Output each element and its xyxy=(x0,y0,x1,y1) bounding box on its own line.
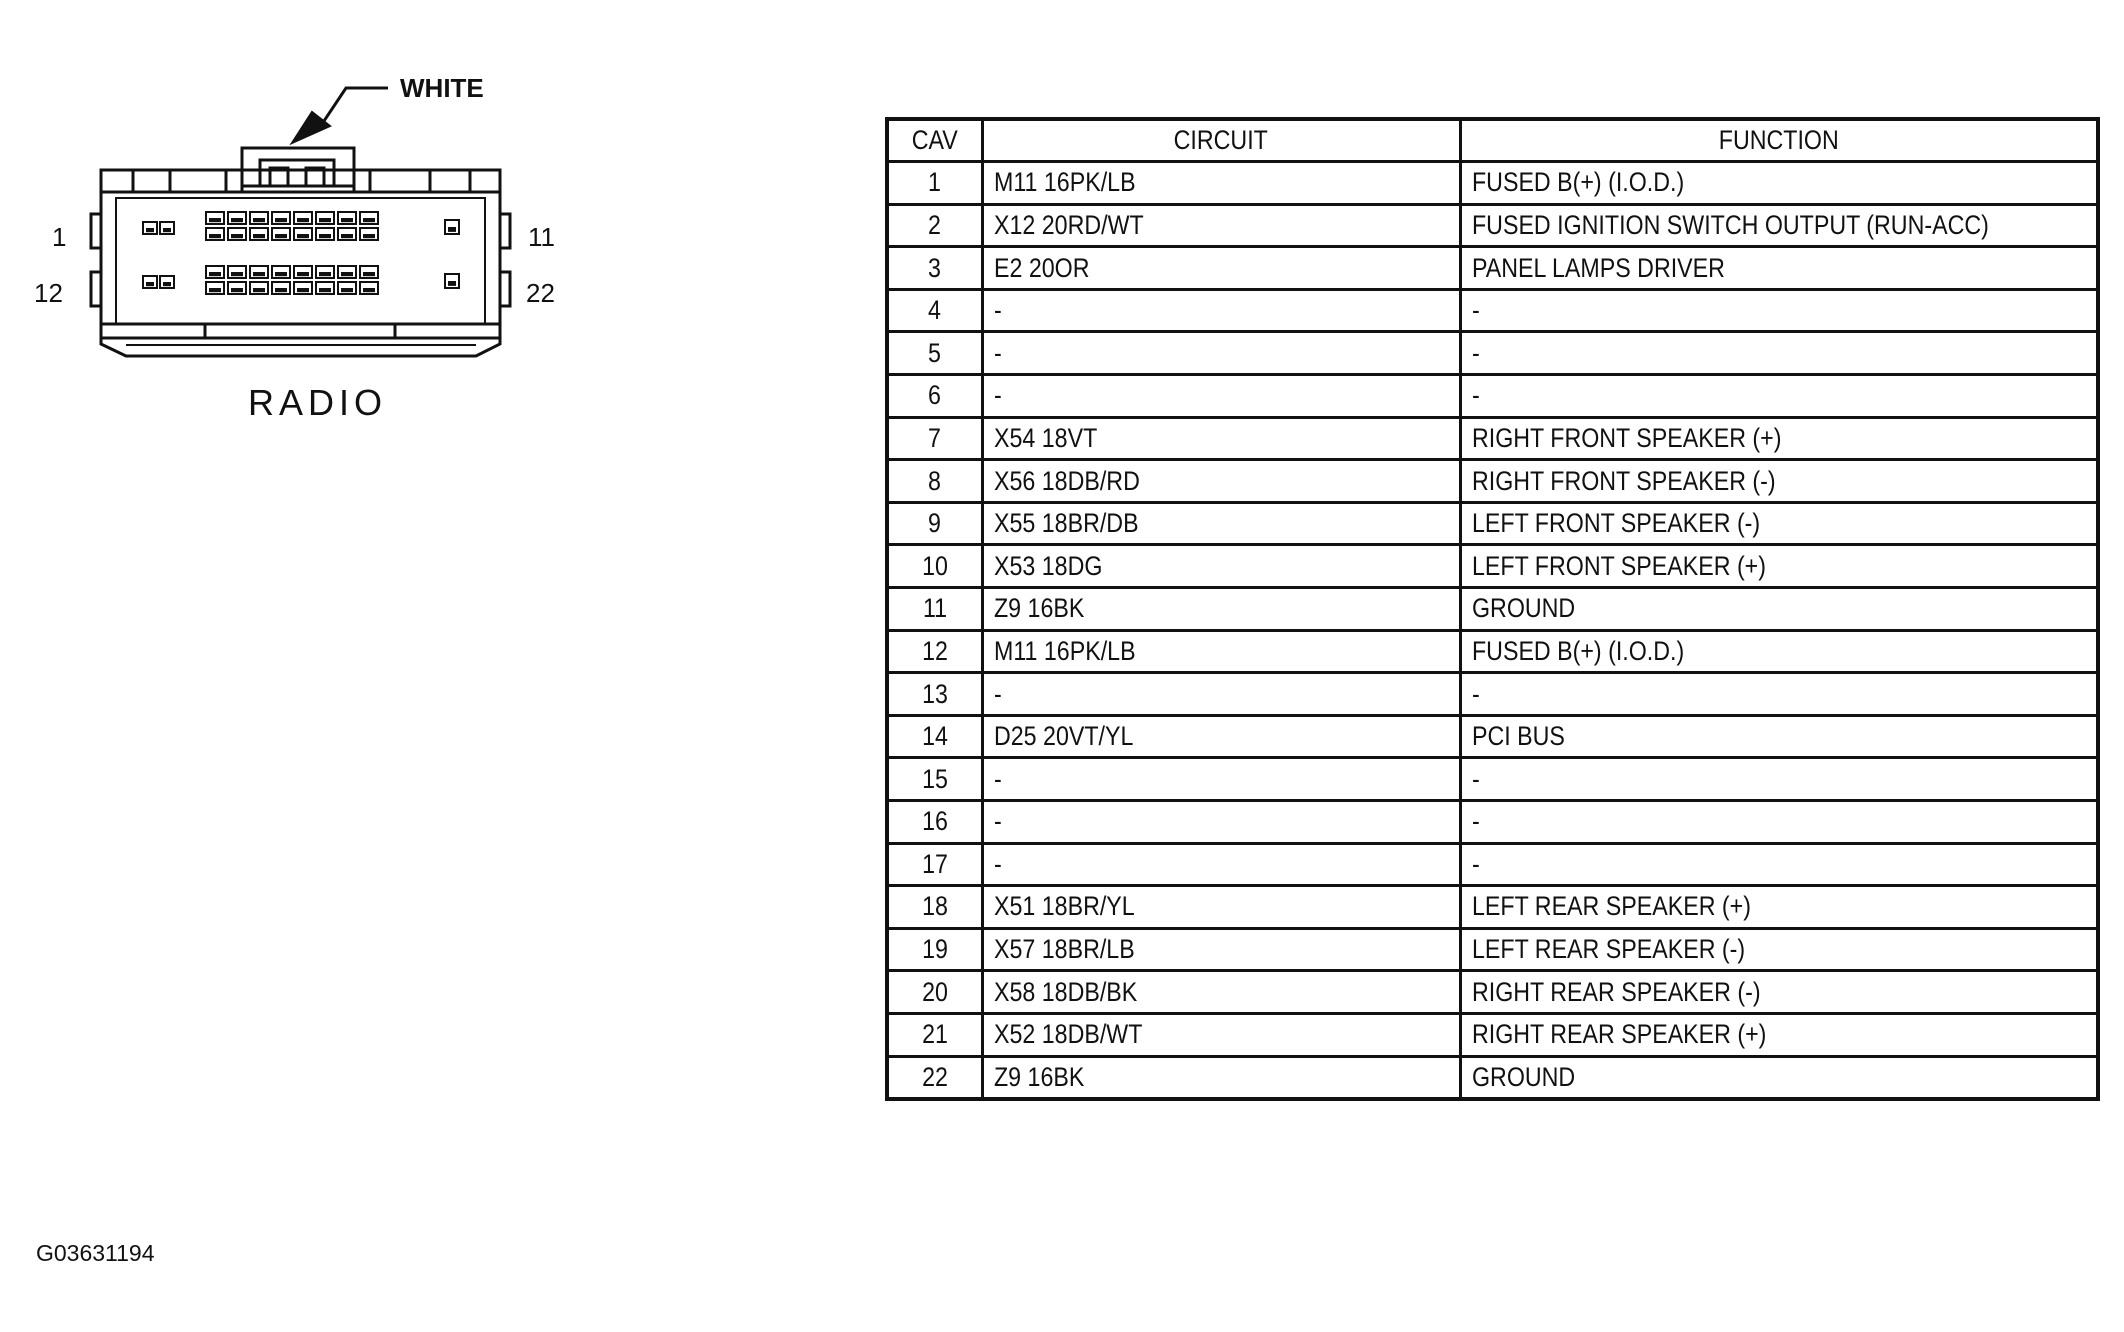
table-row xyxy=(887,545,2098,588)
cav-cell: 11 xyxy=(887,588,982,631)
circuit-cell: X56 18DB/RD xyxy=(982,460,1460,503)
circuit-cell: X55 18BR/DB xyxy=(982,502,1460,545)
pinout-table xyxy=(885,117,2100,1101)
cavity-upper-terminal xyxy=(319,272,331,276)
function-cell: RIGHT REAR SPEAKER (+) xyxy=(1460,1013,2098,1056)
pin-label-12: 12 xyxy=(34,278,63,308)
table-row xyxy=(887,630,2098,673)
cavity-lower-terminal xyxy=(253,288,265,292)
cavity-upper-terminal xyxy=(231,272,243,276)
cavity-upper-terminal xyxy=(341,272,353,276)
table-row xyxy=(887,886,2098,929)
circuit-cell: Z9 16BK xyxy=(982,588,1460,631)
table-row xyxy=(887,502,2098,545)
function-cell: - xyxy=(1460,801,2098,844)
function-cell: - xyxy=(1460,673,2098,716)
cav-cell: 7 xyxy=(887,417,982,460)
connector-cavities xyxy=(143,212,459,294)
table-row xyxy=(887,417,2098,460)
cavity-lower-terminal xyxy=(297,288,309,292)
table-row xyxy=(887,460,2098,503)
cavity-lower-terminal xyxy=(253,234,265,238)
function-cell: LEFT REAR SPEAKER (-) xyxy=(1460,928,2098,971)
cav-cell: 9 xyxy=(887,502,982,545)
cav-cell: 20 xyxy=(887,971,982,1014)
cav-cell: 6 xyxy=(887,375,982,418)
circuit-cell: - xyxy=(982,801,1460,844)
cavity-lower-terminal xyxy=(275,288,287,292)
function-cell: GROUND xyxy=(1460,1056,2098,1099)
function-cell: FUSED B(+) (I.O.D.) xyxy=(1460,630,2098,673)
cav-cell: 14 xyxy=(887,715,982,758)
function-cell: RIGHT FRONT SPEAKER (-) xyxy=(1460,460,2098,503)
header-cav: CAV xyxy=(887,119,982,162)
circuit-cell: D25 20VT/YL xyxy=(982,715,1460,758)
circuit-cell: E2 20OR xyxy=(982,247,1460,290)
cav-cell: 5 xyxy=(887,332,982,375)
function-cell: - xyxy=(1460,375,2098,418)
cav-cell: 16 xyxy=(887,801,982,844)
circuit-cell: - xyxy=(982,758,1460,801)
cavity-small-terminal xyxy=(448,281,456,286)
cavity-lower-terminal xyxy=(319,234,331,238)
circuit-cell: X51 18BR/YL xyxy=(982,886,1460,929)
function-cell: LEFT FRONT SPEAKER (+) xyxy=(1460,545,2098,588)
cavity-lower-terminal xyxy=(363,234,375,238)
table-row xyxy=(887,375,2098,418)
cavity-upper-terminal xyxy=(297,218,309,222)
pin-label-22: 22 xyxy=(526,278,555,308)
cavity-small-terminal xyxy=(146,228,154,232)
cavity-upper-terminal xyxy=(297,272,309,276)
cavity-upper-terminal xyxy=(209,218,221,222)
table-row xyxy=(887,204,2098,247)
cav-cell: 21 xyxy=(887,1013,982,1056)
cavity-lower-terminal xyxy=(319,288,331,292)
cav-cell: 13 xyxy=(887,673,982,716)
cavity-upper-terminal xyxy=(253,218,265,222)
table-row xyxy=(887,843,2098,886)
table-row xyxy=(887,1056,2098,1099)
table-row xyxy=(887,332,2098,375)
cav-cell: 4 xyxy=(887,289,982,332)
cav-cell: 19 xyxy=(887,928,982,971)
circuit-cell: M11 16PK/LB xyxy=(982,630,1460,673)
cavity-upper-terminal xyxy=(275,272,287,276)
cavity-upper-terminal xyxy=(209,272,221,276)
cavity-lower-terminal xyxy=(341,288,353,292)
table-row xyxy=(887,588,2098,631)
callout-label-white: WHITE xyxy=(400,73,484,103)
circuit-cell: - xyxy=(982,375,1460,418)
cavity-upper-terminal xyxy=(275,218,287,222)
header-function: FUNCTION xyxy=(1460,119,2098,162)
circuit-cell: X12 20RD/WT xyxy=(982,204,1460,247)
function-cell: LEFT REAR SPEAKER (+) xyxy=(1460,886,2098,929)
table-row xyxy=(887,971,2098,1014)
cavity-small-terminal xyxy=(163,228,171,232)
circuit-cell: X58 18DB/BK xyxy=(982,971,1460,1014)
circuit-cell: - xyxy=(982,332,1460,375)
cav-cell: 10 xyxy=(887,545,982,588)
cav-cell: 8 xyxy=(887,460,982,503)
function-cell: FUSED IGNITION SWITCH OUTPUT (RUN-ACC) xyxy=(1460,204,2098,247)
table-row xyxy=(887,289,2098,332)
function-cell: RIGHT REAR SPEAKER (-) xyxy=(1460,971,2098,1014)
cavity-small-terminal xyxy=(163,282,171,286)
circuit-cell: M11 16PK/LB xyxy=(982,162,1460,205)
cav-cell: 2 xyxy=(887,204,982,247)
circuit-cell: X53 18DG xyxy=(982,545,1460,588)
cavity-lower-terminal xyxy=(209,288,221,292)
circuit-cell: X57 18BR/LB xyxy=(982,928,1460,971)
function-cell: PCI BUS xyxy=(1460,715,2098,758)
function-cell: RIGHT FRONT SPEAKER (+) xyxy=(1460,417,2098,460)
connector-title: RADIO xyxy=(248,382,388,423)
connector-diagram xyxy=(0,0,600,440)
function-cell: - xyxy=(1460,758,2098,801)
table-row xyxy=(887,247,2098,290)
table-header-row xyxy=(887,119,2098,162)
cav-cell: 15 xyxy=(887,758,982,801)
cavity-upper-terminal xyxy=(363,218,375,222)
figure-code: G03631194 xyxy=(36,1240,155,1266)
function-cell: LEFT FRONT SPEAKER (-) xyxy=(1460,502,2098,545)
cav-cell: 3 xyxy=(887,247,982,290)
cavity-lower-terminal xyxy=(341,234,353,238)
table-row xyxy=(887,1013,2098,1056)
circuit-cell: - xyxy=(982,673,1460,716)
cavity-upper-terminal xyxy=(341,218,353,222)
connector-top-ribs xyxy=(101,170,500,192)
circuit-cell: X54 18VT xyxy=(982,417,1460,460)
function-cell: GROUND xyxy=(1460,588,2098,631)
cav-cell: 1 xyxy=(887,162,982,205)
table-row xyxy=(887,928,2098,971)
cav-cell: 12 xyxy=(887,630,982,673)
function-cell: - xyxy=(1460,289,2098,332)
table-row xyxy=(887,673,2098,716)
cavity-lower-terminal xyxy=(275,234,287,238)
pin-label-11: 11 xyxy=(528,222,555,252)
pinout-table-body xyxy=(887,162,2098,1099)
cav-cell: 22 xyxy=(887,1056,982,1099)
cavity-lower-terminal xyxy=(231,288,243,292)
cavity-upper-terminal xyxy=(319,218,331,222)
cavity-lower-terminal xyxy=(209,234,221,238)
circuit-cell: X52 18DB/WT xyxy=(982,1013,1460,1056)
cav-cell: 18 xyxy=(887,886,982,929)
function-cell: - xyxy=(1460,843,2098,886)
cavity-upper-terminal xyxy=(231,218,243,222)
cavity-lower-terminal xyxy=(231,234,243,238)
cavity-upper-terminal xyxy=(363,272,375,276)
header-circuit: CIRCUIT xyxy=(982,119,1460,162)
table-row xyxy=(887,162,2098,205)
connector-cavity-frame xyxy=(116,198,485,324)
cavity-upper-terminal xyxy=(253,272,265,276)
table-row xyxy=(887,801,2098,844)
callout-arrowhead xyxy=(292,112,330,143)
cavity-small-terminal xyxy=(146,282,154,286)
function-cell: PANEL LAMPS DRIVER xyxy=(1460,247,2098,290)
function-cell: - xyxy=(1460,332,2098,375)
circuit-cell: - xyxy=(982,843,1460,886)
function-cell: FUSED B(+) (I.O.D.) xyxy=(1460,162,2098,205)
cavity-lower-terminal xyxy=(363,288,375,292)
cav-cell: 17 xyxy=(887,843,982,886)
cavity-lower-terminal xyxy=(297,234,309,238)
circuit-cell: Z9 16BK xyxy=(982,1056,1460,1099)
cavity-small-terminal xyxy=(448,227,456,232)
connector-base xyxy=(101,338,500,356)
pin-label-1: 1 xyxy=(52,222,67,252)
table-row xyxy=(887,758,2098,801)
circuit-cell: - xyxy=(982,289,1460,332)
table-row xyxy=(887,715,2098,758)
